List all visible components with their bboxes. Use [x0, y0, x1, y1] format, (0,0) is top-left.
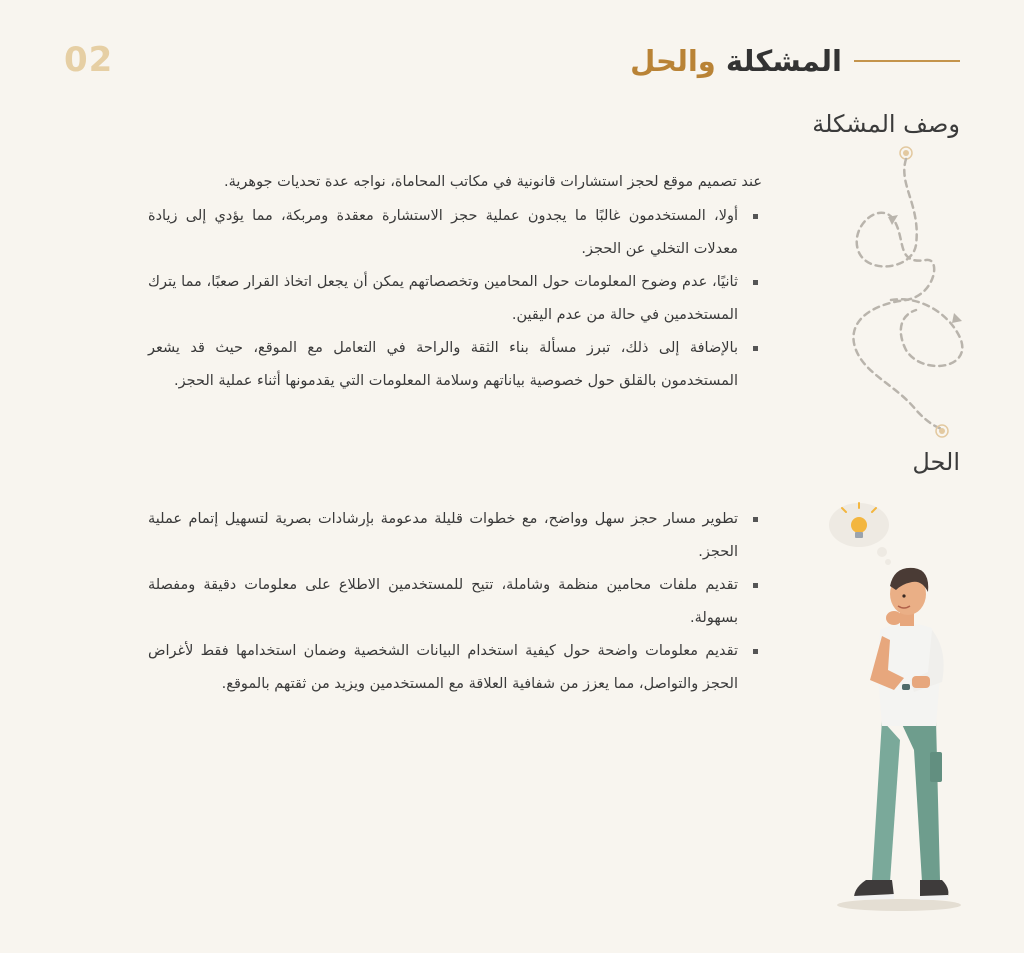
list-item: أولا، المستخدمون غالبًا ما يجدون عملية حجز الاستشارة معقدة ومربكة، مما يؤدي إلى زيادة معدلات التخلي عن الحجز.	[148, 200, 762, 266]
dashed-path-illustration	[826, 145, 966, 445]
list-item: تطوير مسار حجز سهل وواضح، مع خطوات قليلة مدعومة بإرشادات بصرية لتسهيل إتمام عملية الحجز.	[148, 503, 762, 569]
list-item: بالإضافة إلى ذلك، تبرز مسألة بناء الثقة والراحة في التعامل مع الموقع، حيث قد يشعر المستخدمون بالقلق حول خصوصية بياناتهم وسلامة المعلومات التي يقدمونها أثناء عملية الحجز.	[148, 332, 762, 398]
list-item: ثانيًا، عدم وضوح المعلومات حول المحامين وتخصصاتهم يمكن أن يجعل اتخاذ القرار صعبًا، مما يترك المستخدمين في حالة من عدم اليقين.	[148, 266, 762, 332]
thinking-person-illustration	[824, 500, 964, 920]
title-main: المشكلة	[725, 44, 842, 78]
problem-heading: وصف المشكلة	[812, 110, 960, 138]
list-item: تقديم معلومات واضحة حول كيفية استخدام البيانات الشخصية وضمان استخدامها فقط لأغراض الحجز والتواصل، مما يعزز من شفافية العلاقة مع المستخدمين ويزيد من ثقتهم بالموقع.	[148, 635, 762, 701]
problem-list	[148, 200, 762, 398]
page-title	[630, 44, 842, 78]
title-divider	[854, 60, 960, 62]
solution-list	[148, 503, 762, 701]
title-accent: والحل	[630, 44, 716, 78]
title-group	[630, 44, 960, 78]
solution-heading: الحل	[912, 448, 960, 476]
page-number: 02	[64, 40, 114, 80]
problem-intro: عند تصميم موقع لحجز استشارات قانونية في مكاتب المحاماة، نواجه عدة تحديات جوهرية.	[224, 174, 762, 190]
list-item: تقديم ملفات محامين منظمة وشاملة، تتيح للمستخدمين الاطلاع على معلومات دقيقة ومفصلة بسهولة.	[148, 569, 762, 635]
lightbulb-icon	[829, 503, 891, 565]
